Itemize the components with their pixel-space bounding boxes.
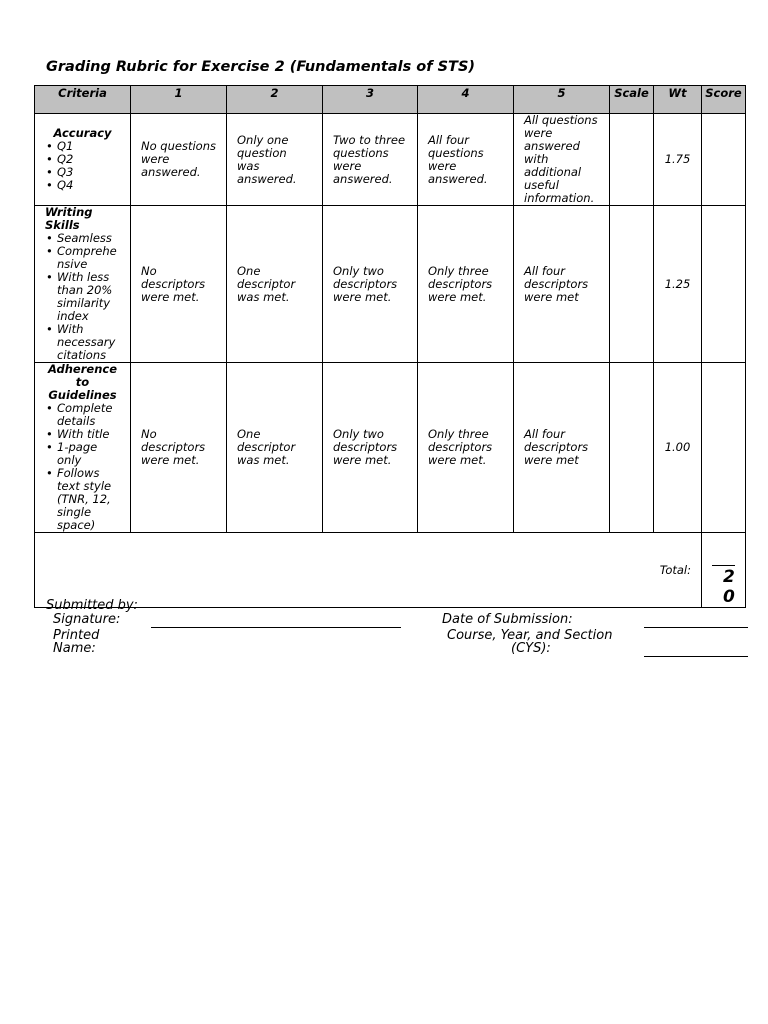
bullet-item: • Comprehensive xyxy=(57,245,120,271)
bullet-item: • With necessary citations xyxy=(57,323,120,362)
scale-cell[interactable] xyxy=(610,114,654,206)
date-of-submission-label: Date of Submission: xyxy=(442,612,573,627)
level-5-cell: All four descriptors were met xyxy=(514,206,610,363)
course-label-2: (CYS): xyxy=(511,641,551,656)
bullet-item: • Q2 xyxy=(57,153,120,166)
criterion-bullets xyxy=(45,232,120,362)
bullet-item: • Complete details xyxy=(57,402,120,428)
header-score: Score xyxy=(702,86,746,114)
rubric-table xyxy=(34,85,746,608)
page-title: Grading Rubric for Exercise 2 (Fundamentals of STS) xyxy=(46,59,476,75)
total-label: Total: xyxy=(35,533,702,608)
total-score-cell[interactable] xyxy=(702,533,746,608)
course-line[interactable] xyxy=(644,656,748,657)
level-3-cell: Two to three questions were answered. xyxy=(323,114,418,206)
scale-cell[interactable] xyxy=(610,363,654,533)
header-level-5: 5 xyxy=(514,86,610,114)
weight-cell: 1.75 xyxy=(654,114,702,206)
header-weight: Wt xyxy=(654,86,702,114)
table-row xyxy=(35,114,746,206)
score-cell[interactable] xyxy=(702,114,746,206)
level-2-cell: Only one question was answered. xyxy=(227,114,323,206)
printed-name-label-1: Printed xyxy=(53,628,100,643)
header-level-3: 3 xyxy=(323,86,418,114)
submitted-by-label: Submitted by: xyxy=(46,598,138,613)
signature-label: Signature: xyxy=(53,612,121,627)
header-criteria: Criteria xyxy=(35,86,131,114)
level-2-cell: One descriptor was met. xyxy=(227,363,323,533)
table-row xyxy=(35,363,746,533)
date-line[interactable] xyxy=(644,627,748,628)
criterion-title: Writing Skills xyxy=(45,205,93,232)
total-score-input-area[interactable] xyxy=(712,533,735,566)
bullet-item: • Q1 xyxy=(57,140,120,153)
level-3-cell: Only two descriptors were met. xyxy=(323,363,418,533)
header-row xyxy=(35,86,746,114)
bullet-item: • With less than 20% similarity index xyxy=(57,271,120,323)
header-level-1: 1 xyxy=(131,86,227,114)
weight-cell: 1.25 xyxy=(654,206,702,363)
criterion-title: Accuracy xyxy=(53,126,112,140)
bullet-item: • Seamless xyxy=(57,232,120,245)
max-score: 20 xyxy=(723,567,735,607)
header-level-4: 4 xyxy=(418,86,514,114)
score-cell[interactable] xyxy=(702,363,746,533)
level-4-cell: Only three descriptors were met. xyxy=(418,206,514,363)
level-5-cell: All questions were answered with additional useful information. xyxy=(514,114,610,206)
bullet-item: • 1-page only xyxy=(57,441,120,467)
bullet-item: • Follows text style (TNR, 12, single space) xyxy=(57,467,120,532)
level-5-cell: All four descriptors were met xyxy=(514,363,610,533)
level-3-cell: Only two descriptors were met. xyxy=(323,206,418,363)
table-row xyxy=(35,206,746,363)
score-cell[interactable] xyxy=(702,206,746,363)
course-label-1: Course, Year, and Section xyxy=(447,628,613,643)
criterion-cell xyxy=(35,114,131,206)
bullet-item: • With title xyxy=(57,428,120,441)
header-level-2: 2 xyxy=(227,86,323,114)
bullet-item: • Q3 xyxy=(57,166,120,179)
header-scale: Scale xyxy=(610,86,654,114)
criterion-cell xyxy=(35,363,131,533)
bullet-item: • Q4 xyxy=(57,179,120,192)
signature-line[interactable] xyxy=(151,627,401,628)
criterion-cell xyxy=(35,206,131,363)
level-4-cell: Only three descriptors were met. xyxy=(418,363,514,533)
weight-cell: 1.00 xyxy=(654,363,702,533)
level-1-cell: No descriptors were met. xyxy=(131,363,227,533)
criterion-title: Adherence to Guidelines xyxy=(47,362,118,402)
criterion-bullets xyxy=(45,140,120,192)
level-1-cell: No descriptors were met. xyxy=(131,206,227,363)
printed-name-label-2: Name: xyxy=(53,641,96,656)
level-4-cell: All four questions were answered. xyxy=(418,114,514,206)
level-2-cell: One descriptor was met. xyxy=(227,206,323,363)
level-1-cell: No questions were answered. xyxy=(131,114,227,206)
total-row xyxy=(35,533,746,608)
scale-cell[interactable] xyxy=(610,206,654,363)
criterion-bullets xyxy=(45,402,120,532)
